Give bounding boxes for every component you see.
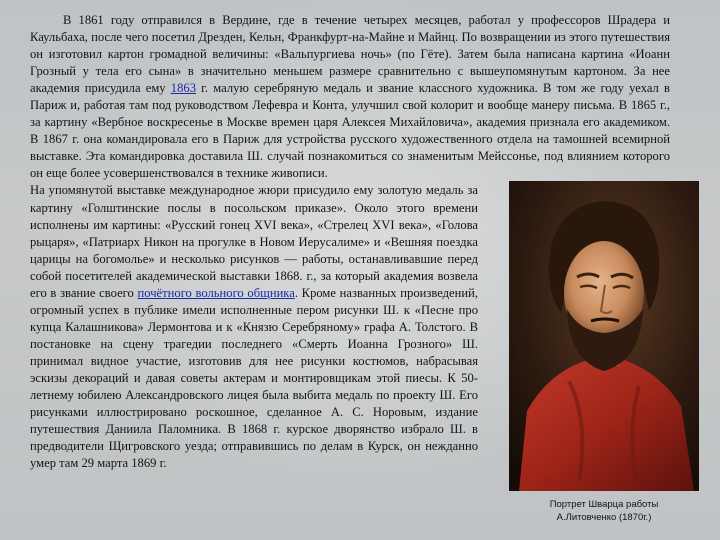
paragraph-1-start: В 1861 году отправился в Вердине, где в течение четырех месяцев, работал у профессоров Шрадера и Каульбаха, после чего посетил Дрезден, Кельн, Франкфурт-на-Майне и Майнц. По возвращении из этого путешествия он изготовил картон громадной величины: «Вальпургиева ночь» (по Гёте). Затем была написана картина «Иоанн Грозный у тела его сына» в значительно меньшем размере сравнительно с вышеупомянутым картоном. За нее академия присудила ему (30, 13, 670, 96)
caption-line-1: Портрет Шварца работы (549, 499, 659, 510)
paragraph-1 (30, 12, 670, 182)
caption-line-2: А.Литовченко (1870г.) (556, 512, 652, 523)
portrait-image (509, 181, 699, 491)
paragraph-2 (30, 182, 478, 472)
year-1863-link[interactable]: 1863 (170, 81, 196, 96)
portrait-painting (509, 181, 699, 491)
paragraph-2-start: На упомянутой выставке международное жюри присудило ему золотую медаль за картину «Голштинские послы в посольском приказе». Около этого времени исполнены им картины: «Русский гонец XVI века», «Стрелец XVI века», «Голова рыцаря», «Патриарх Никон на прогулке в Новом Иерусалиме» и «Вешняя поездка царицы на богомолье» и несколько рисунков — работы, останавливавшие перед собой посетителей академической выставки 1868. г., за который академия возвела его в звание своего (30, 183, 478, 300)
portrait-caption (507, 498, 701, 524)
honorary-member-link[interactable]: почётного вольного общника (137, 285, 295, 300)
paragraph-1-rest: г. малую серебряную медаль и звание классного художника. В том же году уехал в Париж и, работая там под руководством Лефевра и Конта, улучшил свой колорит и вообще манеру письма. В 1865 г., за картину «Вербное воскресенье в Москве времен царя Алексея Михайловича», академия признала его академиком. В 1867 г. она командировала его в Париж для устройства русского художественного отдела на тамошней всемирной выставке. Эта командировка доставила Ш. случай познакомиться со знаменитым Мейссонье, под влиянием которого он еще более усовершенствовался в технике живописи. (30, 81, 670, 181)
paragraph-2-rest: . Кроме названных произведений, огромный успех в публике имели исполненные пером рисунки Ш. к «Песне про купца Калашникова» Лермонтова и к «Князю Серебряному» графа А. Толстого. В постановке на сцену трагедии последнего «Смерть Иоанна Грозного» Ш. принимал видное участие, изготовив для нее рисунки костюмов, набрасывая эскизы декораций и давая советы актерам и монтировщикам этой пиесы. К 50-летнему юбилею Александровского лицея была выбита медаль по проекту Ш. Его рисунками иллюстрировано роскошное, сделанное А. С. Норовым, издание путешествия Даниила Паломника. В 1868 г. курское дворянство избрало Ш. в предводители Щигровского уезда; отправившись по делам в Курск, он нежданно умер там 29 марта 1869 г. (30, 285, 478, 471)
